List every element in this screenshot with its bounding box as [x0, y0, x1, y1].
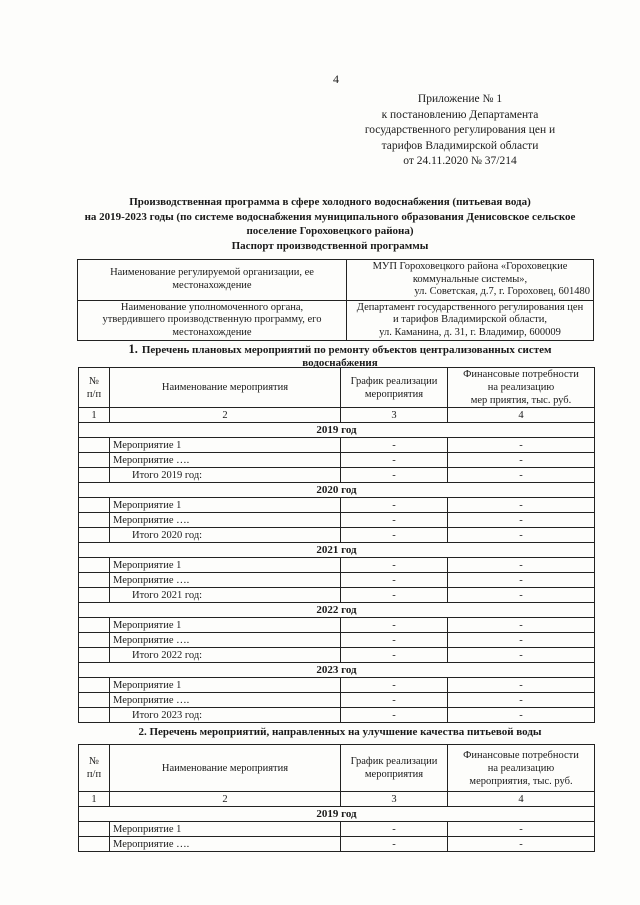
year-label: 2021 год [79, 543, 595, 558]
appendix-line: от 24.11.2020 № 37/214 [403, 155, 517, 167]
measure-name: Мероприятие …. [110, 693, 341, 708]
title-line: Производственная программа в сфере холодного водоснабжения (питьевая вода) [129, 196, 531, 208]
cell-text: Наименование регулируемой организации, ее [110, 267, 314, 279]
cell: - [448, 528, 595, 543]
year-label: 2022 год [79, 603, 595, 618]
year-row [79, 483, 595, 498]
cell: - [341, 618, 448, 633]
cell: - [448, 708, 595, 723]
table-row [79, 678, 595, 693]
cell: 1 [79, 792, 110, 807]
header-cell [341, 368, 448, 408]
header-cell [341, 745, 448, 792]
cell: - [341, 498, 448, 513]
appendix-block [340, 92, 580, 170]
cell: - [341, 573, 448, 588]
header-cell [79, 745, 110, 792]
cell-text: местонахождение [172, 279, 252, 291]
measure-name: Мероприятие …. [110, 453, 341, 468]
measure-name: Мероприятие …. [110, 573, 341, 588]
header-cell: Наименование мероприятия [110, 368, 341, 408]
table-row [79, 648, 595, 663]
header-cell [448, 745, 595, 792]
cell: - [341, 648, 448, 663]
section-number: 1. [128, 342, 138, 356]
cell [79, 822, 110, 837]
measure-name: Мероприятие 1 [110, 438, 341, 453]
cell-text: и тарифов Владимирской области, [393, 314, 547, 325]
section-title-text: водоснабжения [302, 357, 378, 369]
repair-measures-table [78, 367, 595, 723]
cell: - [448, 633, 595, 648]
table-row [79, 708, 595, 723]
cell: 2 [110, 792, 341, 807]
table-row [79, 588, 595, 603]
measure-name: Мероприятие 1 [110, 822, 341, 837]
title-line: поселение Гороховецкого района) [246, 225, 414, 237]
table-row [79, 498, 595, 513]
section2-title: 2. Перечень мероприятий, направленных на улучшение качества питьевой воды [138, 726, 542, 738]
table-row [78, 260, 594, 301]
cell [79, 648, 110, 663]
column-numbers-row [79, 408, 595, 423]
cell-text: № [88, 375, 100, 387]
total-label: Итого 2019 год: [110, 468, 341, 483]
year-row [79, 663, 595, 678]
total-label: Итого 2022 год: [110, 648, 341, 663]
cell: 3 [341, 792, 448, 807]
cell-text: Финансовые потребности [463, 369, 579, 380]
year-label: 2019 год [79, 423, 595, 438]
measure-name: Мероприятие …. [110, 633, 341, 648]
table-row [79, 618, 595, 633]
cell: - [341, 453, 448, 468]
appendix-line: государственного регулирования цен и [364, 124, 556, 136]
cell-text: Наименование уполномоченного органа, [120, 301, 304, 313]
cell [79, 468, 110, 483]
cell [79, 528, 110, 543]
cell [79, 498, 110, 513]
measure-name: Мероприятие 1 [110, 498, 341, 513]
cell: - [341, 588, 448, 603]
year-row [79, 543, 595, 558]
measure-name: Мероприятие 1 [110, 618, 341, 633]
cell-text: Департамент государственного регулирования цен [356, 301, 584, 313]
cell: - [341, 528, 448, 543]
cell: - [341, 708, 448, 723]
cell: - [448, 618, 595, 633]
cell: 4 [448, 792, 595, 807]
title-line: Паспорт производственной программы [231, 239, 429, 252]
cell-text: ул. Каманина, д. 31, г. Владимир, 600009 [379, 326, 561, 338]
cell: - [341, 837, 448, 852]
cell: - [448, 837, 595, 852]
passport-label [78, 300, 347, 341]
table-row [78, 300, 594, 341]
cell: - [341, 633, 448, 648]
cell: 3 [341, 408, 448, 423]
cell: 1 [79, 408, 110, 423]
table-row [79, 822, 595, 837]
cell: 2 [110, 408, 341, 423]
cell [79, 837, 110, 852]
cell: - [341, 558, 448, 573]
cell-text: МУП Гороховецкого района «Гороховецкие [372, 261, 568, 272]
table-row [79, 438, 595, 453]
cell: - [341, 693, 448, 708]
passport-value [347, 300, 594, 341]
cell [79, 588, 110, 603]
cell-text: местонахождение [172, 326, 252, 338]
cell-text: ул. Советская, д.7, г. Гороховец, 601480 [414, 286, 590, 297]
cell: - [448, 693, 595, 708]
measure-name: Мероприятие 1 [110, 558, 341, 573]
year-label: 2019 год [79, 807, 595, 822]
cell-text: утвердившего производственную программу, его [102, 314, 322, 325]
table-header [79, 368, 595, 408]
cell-text: № [88, 756, 100, 767]
cell-text: График реализации [350, 375, 438, 387]
header-cell [79, 368, 110, 408]
cell [79, 678, 110, 693]
measure-name: Мероприятие 1 [110, 678, 341, 693]
year-label: 2023 год [79, 663, 595, 678]
cell-text: на реализацию [487, 382, 555, 393]
table-row [79, 513, 595, 528]
cell [79, 513, 110, 528]
cell-text: мероприятия [364, 769, 424, 780]
cell-text: п/п [86, 388, 102, 400]
cell: - [341, 438, 448, 453]
cell: - [448, 498, 595, 513]
document-title [70, 195, 590, 253]
cell: - [341, 468, 448, 483]
header-cell: Наименование мероприятия [110, 745, 341, 792]
table-row [79, 528, 595, 543]
cell: - [448, 453, 595, 468]
measure-name: Мероприятие …. [110, 837, 341, 852]
total-label: Итого 2021 год: [110, 588, 341, 603]
cell: - [448, 558, 595, 573]
table-row [79, 468, 595, 483]
cell: - [448, 588, 595, 603]
cell-text: на реализацию [487, 762, 555, 774]
cell-text: График реализации [350, 756, 438, 767]
appendix-line: к постановлению Департамента [381, 108, 539, 121]
table-row [79, 573, 595, 588]
appendix-line: Приложение № 1 [417, 93, 503, 105]
cell: - [448, 678, 595, 693]
year-label: 2020 год [79, 483, 595, 498]
section1-title [100, 343, 580, 370]
year-row [79, 603, 595, 618]
cell [79, 558, 110, 573]
passport-value [347, 260, 594, 301]
cell-text: п/п [86, 769, 102, 780]
cell: - [448, 438, 595, 453]
table-row [79, 558, 595, 573]
cell-text: коммунальные системы», [412, 273, 528, 285]
title-line: на 2019-2023 годы (по системе водоснабжения муниципального образования Денисовское сельское [84, 210, 576, 223]
column-numbers-row [79, 792, 595, 807]
cell: - [448, 468, 595, 483]
water-quality-measures-table [78, 744, 595, 852]
header-cell [448, 368, 595, 408]
cell: - [448, 513, 595, 528]
total-label: Итого 2020 год: [110, 528, 341, 543]
cell [79, 438, 110, 453]
cell [79, 633, 110, 648]
table-row [79, 453, 595, 468]
section-title-text: Перечень плановых мероприятий по ремонту объектов централизованных систем [141, 344, 552, 356]
cell: - [341, 678, 448, 693]
cell-text: мер приятия, тыс. руб. [470, 395, 572, 406]
cell [79, 453, 110, 468]
table-row [79, 837, 595, 852]
passport-label [78, 260, 347, 301]
cell-text: Финансовые потребности [463, 749, 579, 761]
table-header [79, 745, 595, 792]
year-row [79, 423, 595, 438]
cell [79, 618, 110, 633]
table-row [79, 693, 595, 708]
table-row [79, 633, 595, 648]
cell-text: мероприятия, тыс. руб. [469, 775, 573, 787]
passport-table [77, 259, 594, 341]
appendix-line: тарифов Владимирской области [381, 139, 539, 152]
cell: - [341, 513, 448, 528]
year-row [79, 807, 595, 822]
measure-name: Мероприятие …. [110, 513, 341, 528]
page-number: 4 [333, 72, 339, 86]
total-label: Итого 2023 год: [110, 708, 341, 723]
cell: - [448, 573, 595, 588]
cell: - [448, 822, 595, 837]
cell [79, 693, 110, 708]
cell-text: мероприятия [364, 388, 424, 400]
cell [79, 708, 110, 723]
cell [79, 573, 110, 588]
cell: - [448, 648, 595, 663]
cell: - [341, 822, 448, 837]
cell: 4 [448, 408, 595, 423]
